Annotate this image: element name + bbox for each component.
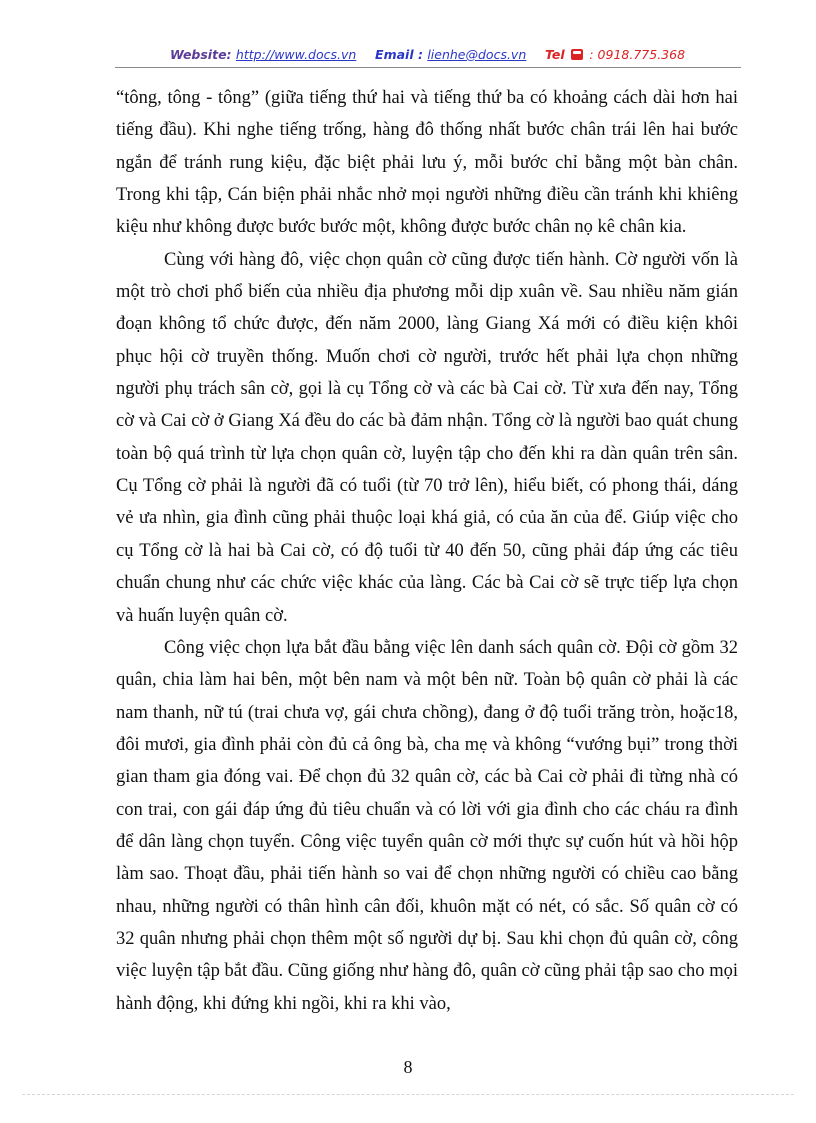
page-break-divider	[22, 1094, 794, 1095]
document-body	[116, 82, 738, 1020]
website-link[interactable]: http://www.docs.vn	[235, 47, 357, 62]
paragraph: Công việc chọn lựa bắt đầu bằng việc lên danh sách quân cờ. Đội cờ gồm 32 quân, chia làm hai bên, một bên nam và một bên nữ. Toàn bộ quân cờ phải là các nam thanh, nữ tú (trai chưa vợ, gái chưa chồng), đang ở độ tuổi trăng tròn, hoặc18, đôi mươi, gia đình phải còn đủ cả ông bà, cha mẹ và không “vướng bụi” trong thời gian tham gia đóng vai. Để chọn đủ 32 quân cờ, các bà Cai cờ phải đi từng nhà có con trai, con gái đáp ứng đủ tiêu chuẩn và có lời với gia đình cho các cháu ra đình để dân làng chọn tuyển. Công việc tuyển quân cờ mới thực sự cuốn hút và hồi hộp làm sao. Thoạt đầu, phải tiến hành so vai để chọn những người có chiều cao bằng nhau, những người có thân hình cân đối, khuôn mặt có nét, có sắc. Số quân cờ có 32 quân nhưng phải chọn thêm một số người dự bị. Sau khi chọn đủ quân cờ, công việc luyện tập bắt đầu. Cũng giống như hàng đô, quân cờ cũng phải tập sao cho mọi hành động, khi đứng khi ngồi, khi ra khi vào,	[116, 637, 738, 1014]
website-label: Website:	[169, 47, 232, 62]
page-number: 8	[403, 1057, 413, 1077]
email-link[interactable]: lienhe@docs.vn	[427, 47, 527, 62]
phone-icon	[571, 49, 583, 60]
paragraph: “tông, tông - tông” (giữa tiếng thứ hai và tiếng thứ ba có khoảng cách dài hơn hai tiếng đầu). Khi nghe tiếng trống, hàng đô thống nhất bước chân trái lên hai bước ngắn để tránh rung kiệu, đặc biệt phải lưu ý, mỗi bước chỉ bằng một bàn chân. Trong khi tập, Cán biện phải nhắc nhở mọi người những điều cần tránh khi khiêng kiệu như không được bước bước một, không được bước chân nọ kê chân kia.	[116, 88, 738, 238]
tel-label: Tel	[544, 47, 565, 62]
email-label: Email :	[375, 47, 423, 62]
tel-value: : 0918.775.368	[589, 47, 686, 62]
page-header	[115, 47, 740, 67]
header-divider	[115, 67, 741, 68]
paragraph: Cùng với hàng đô, việc chọn quân cờ cũng được tiến hành. Cờ người vốn là một trò chơi phổ biến của nhiều địa phương mỗi dịp xuân về. Sau nhiều năm gián đoạn không tổ chức được, đến năm 2000, làng Giang Xá mới có điều kiện khôi phục hội cờ truyền thống. Muốn chơi cờ người, trước hết phải lựa chọn những người phụ trách sân cờ, gọi là cụ Tổng cờ và các bà Cai cờ. Từ xưa đến nay, Tổng cờ và Cai cờ ở Giang Xá đều do các bà đảm nhận. Tổng cờ là người bao quát chung toàn bộ quá trình từ lựa chọn quân cờ, luyện tập cho đến khi ra dàn quân trên sân. Cụ Tổng cờ phải là người đã có tuổi (từ 70 trở lên), hiểu biết, có phong thái, dáng vẻ ưa nhìn, gia đình cũng phải thuộc loại khá giả, có của ăn của để. Giúp việc cho cụ Tổng cờ là hai bà Cai cờ, có độ tuổi từ 40 đến 50, cũng phải đáp ứng các tiêu chuẩn chung như các chức việc khác của làng. Các bà Cai cờ sẽ trực tiếp lựa chọn và huấn luyện quân cờ.	[116, 249, 738, 626]
